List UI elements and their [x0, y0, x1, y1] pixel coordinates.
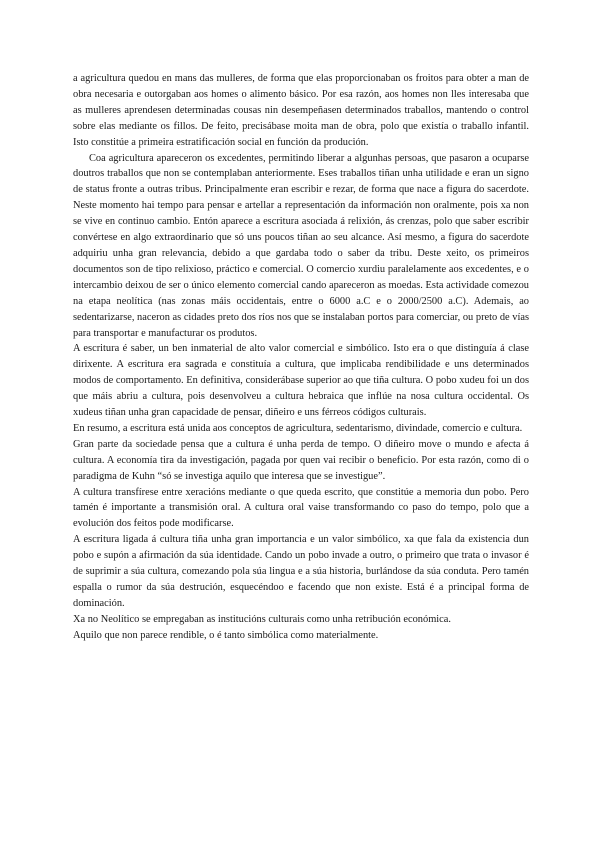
- paragraph-5: Gran parte da sociedade pensa que a cultura é unha perda de tempo. O diñeiro move o mundo e afecta á cultura. A economía tira da investigación, pagada por quen vai recibir o beneficio. Por esta razón, como di o paradigma de Kuhn “só se investiga aquilo que interesa que se investigue”.: [73, 438, 529, 482]
- paragraph-8: Xa no Neolítico se empregaban as institucións culturais como unha retribución económica.: [73, 613, 451, 625]
- paragraph-7: A escritura ligada á cultura tiña unha gran importancia e un valor simbólico, xa que fala da existencia dun pobo e supón a afirmación da súa identidade. Cando un pobo invade a outro, o primeiro que trata o invasor é de suprimir a súa cultura, comezando pola súa lingua e a súa historia, burlándose da súa conduta. Pero tamén espalla o rumor da súa destrución, esquecéndoo e facendo que non existe. Está é a principal forma de dominación.: [73, 534, 529, 609]
- paragraph-1: a agricultura quedou en mans das mulleres, de forma que elas proporcionaban os froitos para obter a man de obra necesaria e outorgaban aos homes o alimento básico. Por esa razón, aos homes non lles interesaba que as mulleres aprendesen determinadas cousas nin desempeñasen determinados traballos, mantendo o control sobre elas mediante os fillos. De feito, precisábase moita man de obra, polo que existía o traballo infantil. Isto constitúe a primeira estratificación social en función da produción.: [73, 73, 529, 148]
- paragraph-2: Coa agricultura apareceron os excedentes, permitindo liberar a algunhas persoas, que pasaron a ocuparse doutros traballos que non se contemplaban anteriormente. Eses traballos tiñan unha utilidade e eran un signo de status fronte a outras tribus. Principalmente eran escribir e rezar, de forma que nace a figura do sacerdote. Neste momento hai tempo para pensar e artellar a representación da información non oralmente, pois xa non se vive en continuo cambio. Entón aparece a escritura asociada á relixión, ás crenzas, polo que saber escribir convértese en algo extraordinario que só uns poucos tiñan ao seu alcance. Así mesmo, a figura do sacerdote adquiriu unha gran relevancia, debido a que gardaba todo o saber da tribu. Deste xeito, os primeiros documentos son de tipo relixioso, práctico e comercial. O comercio xurdiu paralelamente aos excedentes, e o intercambio deixou de ser o único elemento comercial cando apareceron as moedas. Esta actividade comezou na etapa neolítica (nas zonas máis occidentais, entre o 6000 a.C e o 2000/2500 a.C). Ademais, ao sedentarizarse, naceron as cidades preto dos ríos nos que se instalaban portos para comerciar, ou preto de vías para transportar e manufacturar os produtos.: [73, 152, 529, 339]
- paragraph-3: A escritura é saber, un ben inmaterial de alto valor comercial e simbólico. Isto era o que distinguía á clase dirixente. A escritura era sagrada e constituía a cultura, que implicaba rendibilidade e uns determinados modos de comportamento. En definitiva, considerábase superior ao que tiña cultura. O pobo xudeu foi un dos que máis abriu a cultura, pois desenvolveu a cultura hebraica que inflúe na nosa cultura occidental. Os xudeus tiñan unha gran capacidade de pensar, diñeiro e uns férreos códigos culturais.: [73, 343, 529, 419]
- document-page: [73, 71, 529, 644]
- paragraph-9: Aquilo que non parece rendible, o é tanto simbólica como materialmente.: [73, 629, 379, 641]
- paragraph-4: En resumo, a escritura está unida aos conceptos de agricultura, sedentarismo, divindade, comercio e cultura.: [73, 422, 523, 434]
- paragraph-6: A cultura transfírese entre xeracións mediante o que queda escrito, que constitúe a memoria dun pobo. Pero tamén é importante a transmisión oral. A cultura oral vaise transformando co paso do tempo, polo que a evolución dos feitos pode modificarse.: [73, 486, 529, 530]
